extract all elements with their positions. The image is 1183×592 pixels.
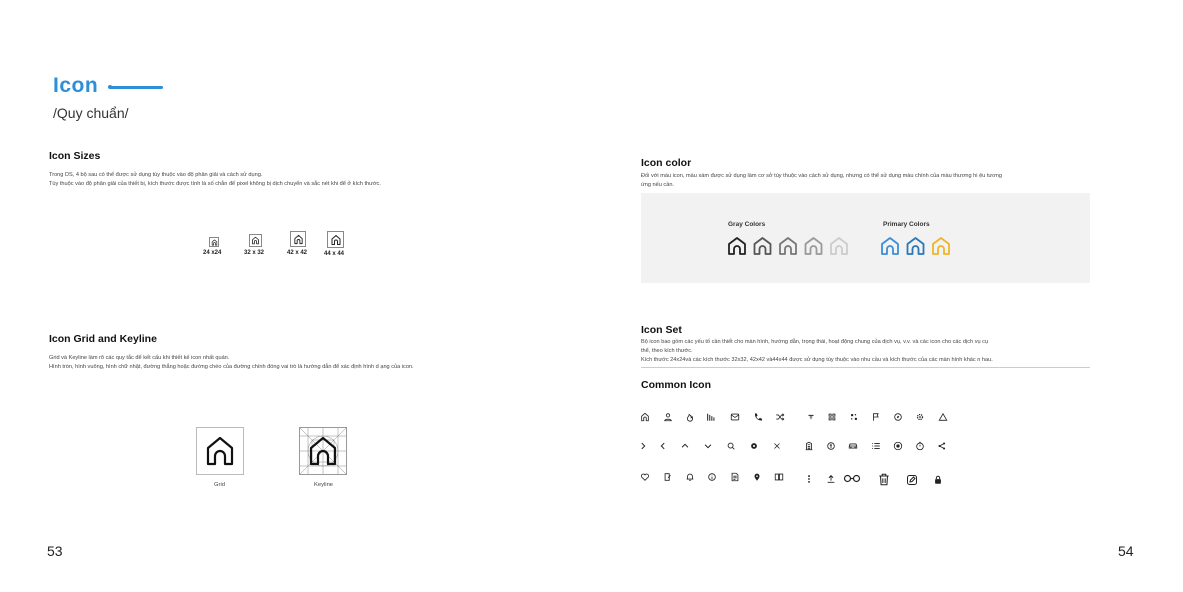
icon-color-desc-1: Đối với màu icon, màu xám được sử dụng làm cơ sở tùy thuộc vào cách sử dụng, nhưng có thể sử dụng màu chính của màu thương hi ệu tương (641, 173, 1003, 179)
primary-icons-row (880, 236, 955, 256)
more-vertical-icon (804, 474, 814, 484)
icon-sizes-heading: Icon Sizes (49, 150, 101, 162)
size-sample-44 (327, 231, 344, 248)
share-icon (937, 441, 947, 451)
icon-grid-heading: Icon Grid and Keyline (49, 333, 157, 345)
icon-sizes-desc-1: Trong DS, 4 bộ sau có thể được sử dụng tùy thuộc vào độ phân giải và cách sử dụng. (49, 172, 263, 178)
book-icon (774, 472, 784, 482)
pencil-square-icon (906, 474, 918, 486)
coin-icon (826, 441, 836, 451)
home-icon (300, 428, 346, 474)
bell-icon (685, 472, 695, 482)
icon-set-heading: Icon Set (641, 324, 682, 336)
size-label-42: 42 x 42 (287, 250, 308, 256)
size-sample-42 (290, 231, 306, 247)
trash-icon (877, 472, 891, 487)
document-icon (730, 472, 740, 482)
section-title: Icon (53, 74, 99, 97)
keyline-label: Keyline (314, 482, 334, 488)
bars-icon (706, 412, 716, 422)
glasses-icon (843, 473, 861, 483)
building-icon (804, 441, 814, 451)
edit-note-icon (663, 472, 673, 482)
user-icon (663, 412, 673, 422)
divider (641, 367, 1090, 368)
size-label-32: 32 x 32 (244, 250, 265, 256)
common-icon-heading: Common Icon (641, 379, 711, 391)
chevron-down-icon (703, 441, 713, 451)
gear-icon (749, 441, 759, 451)
size-label-24: 24 x24 (203, 250, 222, 256)
chevron-left-icon (658, 441, 668, 451)
location-pin-icon (752, 472, 762, 482)
home-icon (882, 238, 898, 254)
primary-home-icons (880, 236, 955, 256)
primary-colors-label: Primary Colors (883, 221, 930, 228)
info-icon (707, 472, 717, 482)
icon-set-desc-1: Bộ icon bao gồm các yếu tố cần thiết cho màn hình, hướng dẫn, trọng thái, hoạt động chung của dịch vụ, v.v. và các icon cho các dịch vụ cụ (641, 339, 989, 345)
home-icon (293, 234, 304, 245)
timer-icon (915, 441, 925, 451)
icon-set-desc-3: Kích thước 24x24và các kích thước 32x32, 42x42 và44x44 được sử dụng tùy thuộc vào nhu cầu và kích thước của các màn hình khác n hau. (641, 357, 993, 363)
close-icon (772, 441, 782, 451)
home-icon (729, 238, 745, 254)
car-icon (848, 441, 858, 451)
target-icon (893, 441, 903, 451)
chevron-right-icon (638, 441, 648, 451)
icon-color-desc-2: ứng nếu cần. (641, 182, 674, 188)
keyline-sample (299, 427, 347, 475)
home-icon (933, 238, 949, 254)
gray-colors-label: Gray Colors (728, 221, 766, 228)
heart-icon (640, 472, 650, 482)
icon-color-heading: Icon color (641, 157, 692, 169)
warning-icon (938, 412, 948, 422)
color-panel (641, 193, 1090, 283)
compass-icon (893, 412, 903, 422)
settings-icon (915, 412, 925, 422)
home-icon (806, 238, 822, 254)
home-icon (251, 236, 260, 245)
home-icon (908, 238, 924, 254)
gray-icons-row (727, 236, 852, 256)
home-icon (831, 238, 847, 254)
title-accent-line (109, 86, 163, 89)
size-sample-32 (249, 234, 262, 247)
page-number-left: 53 (47, 543, 63, 559)
grid-label: Grid (214, 482, 225, 488)
size-label-44: 44 x 44 (324, 251, 345, 257)
grid-icon (827, 412, 837, 422)
lock-icon (933, 475, 943, 485)
home-icon (330, 234, 342, 246)
icon-grid-desc-2: Hình tròn, hình vuông, hình chữ nhật, đường thẳng hoặc đường chéo của đường chính đóng vai trò là hướng dẫn để xác định hình d ạng của icon. (49, 364, 414, 370)
grid-sample (196, 427, 244, 475)
list-icon (871, 441, 881, 451)
home-icon (211, 239, 218, 246)
search-icon (726, 441, 736, 451)
fire-icon (685, 412, 695, 422)
home-icon (640, 412, 650, 422)
icon-sizes-desc-2: Tùy thuộc vào độ phân giải của thiết bị, kích thước được tính là số chẵn để pixel không bị dịch chuyển và sắc nét khi để ở kích thước. (49, 181, 381, 187)
flag-icon (871, 412, 881, 422)
section-subtitle: /Quy chuẩn/ (53, 105, 129, 121)
page-number-right: 54 (1118, 543, 1134, 559)
qr-icon (849, 412, 859, 422)
shuffle-icon (775, 412, 785, 422)
icon-grid-desc-1: Grid và Keyline làm rõ các quy tắc để kết cấu khi thiết kế icon nhất quán. (49, 355, 230, 361)
upload-icon (826, 474, 836, 484)
chevron-up-icon (680, 441, 690, 451)
icon-set-desc-2: thể, theo kích thước. (641, 348, 693, 354)
gray-home-icons (727, 236, 852, 256)
home-icon (780, 238, 796, 254)
size-sample-24 (209, 237, 219, 247)
mail-icon (730, 412, 740, 422)
phone-icon (753, 412, 763, 422)
home-icon (755, 238, 771, 254)
home-icon (197, 428, 243, 474)
filter-icon (806, 412, 816, 422)
